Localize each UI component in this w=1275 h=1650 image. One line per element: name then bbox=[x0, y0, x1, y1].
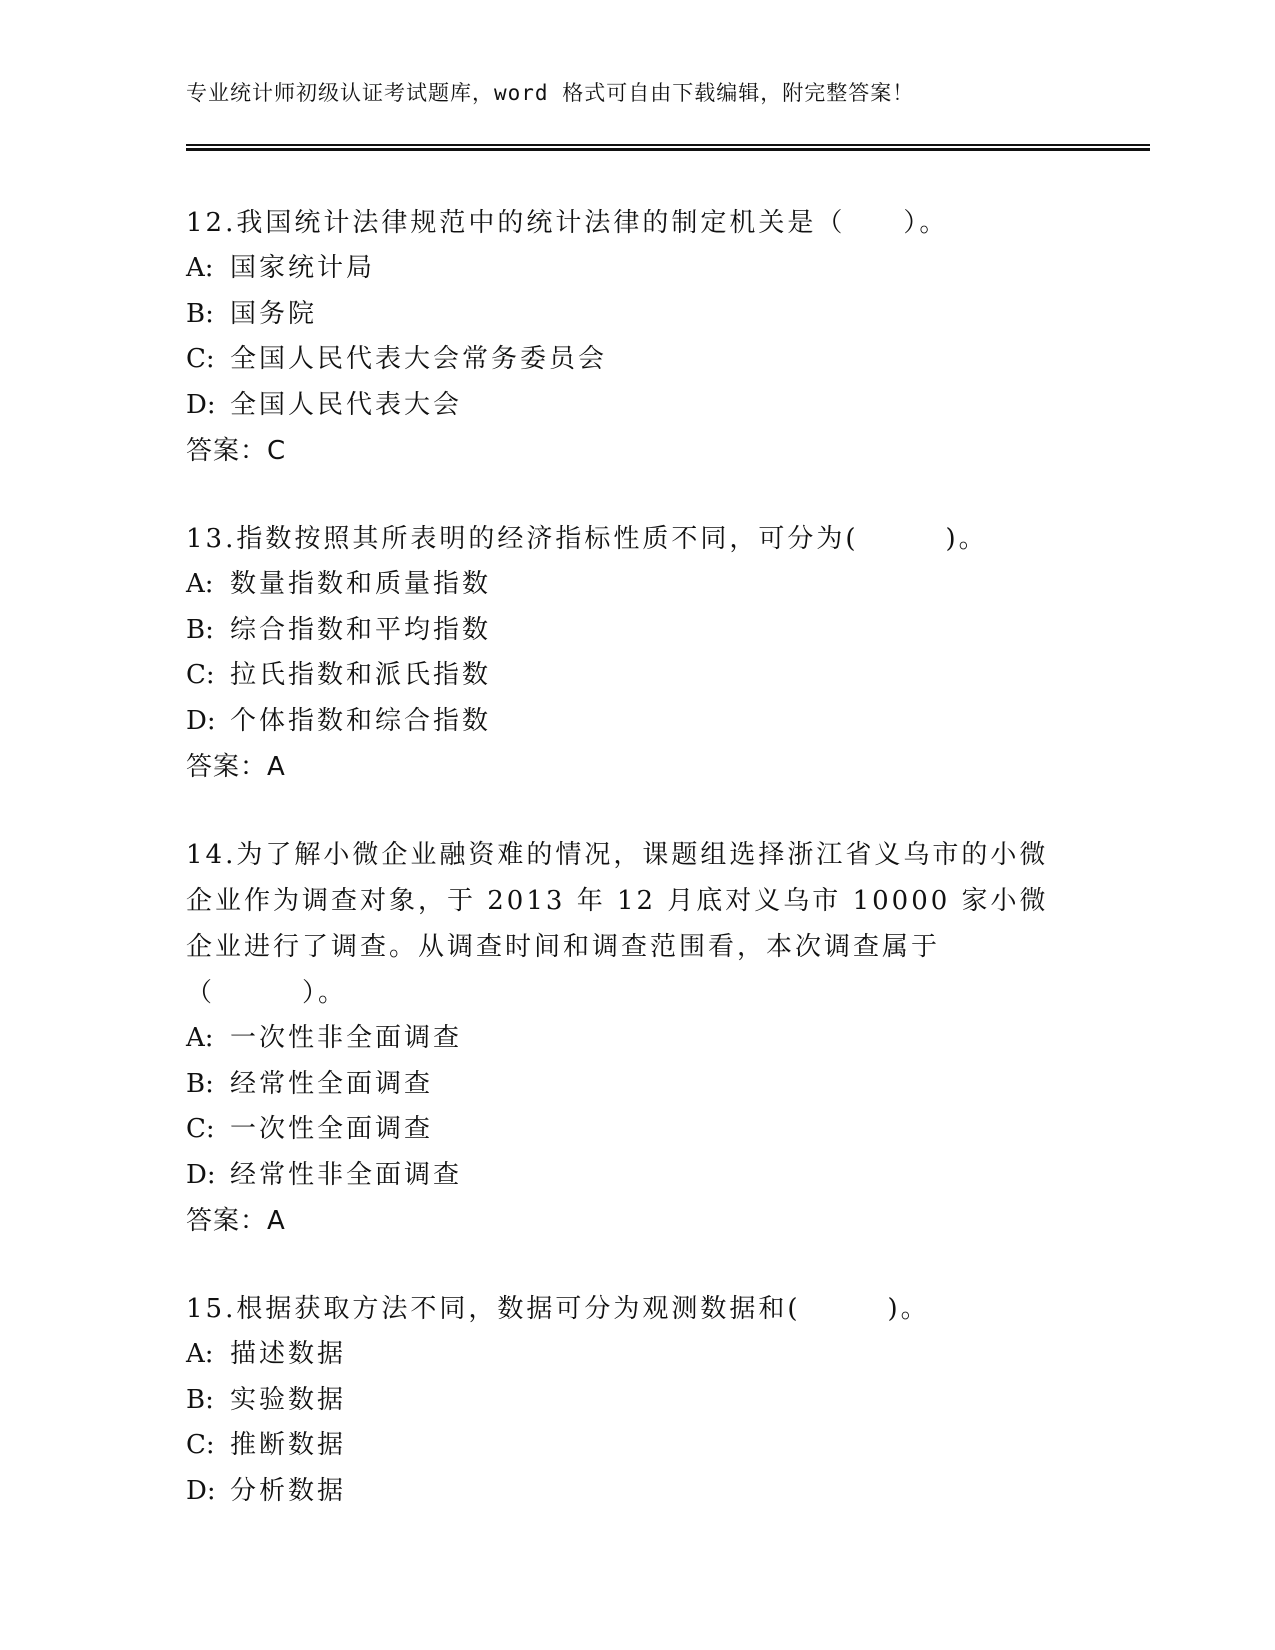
option-b bbox=[186, 1378, 1086, 1424]
option-text: 个体指数和综合指数 bbox=[230, 705, 492, 736]
option-letter: A: bbox=[186, 1023, 214, 1053]
question-stem: 13.指数按照其所表明的经济指标性质不同，可分为( )。 bbox=[186, 524, 988, 554]
option-text: 经常性非全面调查 bbox=[230, 1159, 463, 1190]
option-text: 全国人民代表大会 bbox=[230, 389, 463, 420]
question-12 bbox=[186, 200, 1086, 474]
option-letter: D: bbox=[186, 705, 216, 736]
header-divider bbox=[186, 144, 1150, 151]
option-text: 国家统计局 bbox=[230, 253, 376, 283]
question-stem: 15.根据获取方法不同，数据可分为观测数据和( )。 bbox=[186, 1294, 930, 1324]
page-header: 专业统计师初级认证考试题库，word 格式可自由下载编辑，附完整答案！ bbox=[186, 81, 915, 105]
option-a bbox=[186, 562, 1086, 608]
option-a bbox=[186, 1332, 1086, 1378]
question-14 bbox=[186, 832, 1086, 1244]
option-text: 拉氏指数和派氏指数 bbox=[230, 660, 492, 690]
option-text: 经常性全面调查 bbox=[230, 1068, 434, 1099]
option-letter: C: bbox=[186, 344, 215, 374]
option-d bbox=[186, 1153, 1086, 1199]
option-letter: C: bbox=[186, 1430, 215, 1460]
option-text: 推断数据 bbox=[230, 1430, 347, 1460]
question-list bbox=[186, 200, 1086, 1556]
option-text: 描述数据 bbox=[230, 1339, 347, 1369]
answer-line: 答案：A bbox=[186, 752, 286, 782]
option-c bbox=[186, 1423, 1086, 1469]
option-a bbox=[186, 1016, 1086, 1062]
option-text: 综合指数和平均指数 bbox=[230, 614, 492, 645]
option-letter: C: bbox=[186, 1114, 215, 1144]
option-d bbox=[186, 699, 1086, 745]
option-b bbox=[186, 1062, 1086, 1108]
option-letter: B: bbox=[186, 1068, 214, 1099]
question-15 bbox=[186, 1286, 1086, 1514]
question-stem: 12.我国统计法律规范中的统计法律的制定机关是（ ）。 bbox=[186, 208, 949, 238]
question-13 bbox=[186, 516, 1086, 790]
option-letter: B: bbox=[186, 1384, 214, 1415]
option-b bbox=[186, 292, 1086, 338]
option-text: 一次性非全面调查 bbox=[230, 1023, 463, 1053]
option-letter: D: bbox=[186, 389, 216, 420]
option-a bbox=[186, 246, 1086, 292]
option-d bbox=[186, 383, 1086, 429]
answer-line: 答案：A bbox=[186, 1206, 286, 1236]
option-letter: D: bbox=[186, 1475, 216, 1506]
option-text: 分析数据 bbox=[230, 1475, 347, 1506]
option-d bbox=[186, 1469, 1086, 1515]
option-text: 数量指数和质量指数 bbox=[230, 569, 492, 599]
answer-line: 答案：C bbox=[186, 436, 287, 466]
option-text: 全国人民代表大会常务委员会 bbox=[230, 344, 608, 374]
option-c bbox=[186, 337, 1086, 383]
option-letter: C: bbox=[186, 660, 215, 690]
option-letter: B: bbox=[186, 614, 214, 645]
question-stem: 14.为了解小微企业融资难的情况，课题组选择浙江省义乌市的小微企业作为调查对象，于 2013 年 12 月底对义乌市 10000 家小微企业进行了调查。从调查时间和调查范围看，本次调查属于（ ）。 bbox=[186, 840, 1049, 1008]
option-text: 国务院 bbox=[230, 298, 318, 329]
option-b bbox=[186, 608, 1086, 654]
option-letter: A: bbox=[186, 253, 214, 283]
option-letter: B: bbox=[186, 298, 214, 329]
option-text: 实验数据 bbox=[230, 1384, 347, 1415]
option-text: 一次性全面调查 bbox=[230, 1114, 434, 1144]
option-letter: D: bbox=[186, 1159, 216, 1190]
option-letter: A: bbox=[186, 569, 214, 599]
option-c bbox=[186, 1107, 1086, 1153]
option-c bbox=[186, 653, 1086, 699]
option-letter: A: bbox=[186, 1339, 214, 1369]
